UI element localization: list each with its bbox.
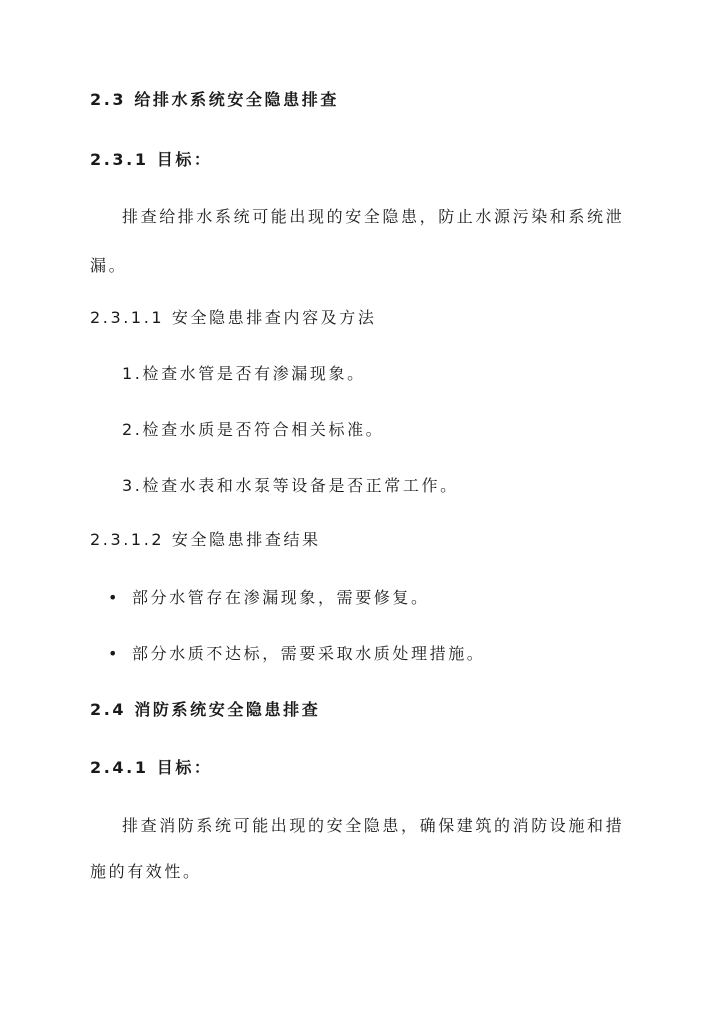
result-text-1: 部分水管存在渗漏现象，需要修复。	[132, 588, 430, 607]
bullet-icon: •	[108, 644, 118, 663]
item-heading-2-3-1-1: 2.3.1.1 安全隐患排查内容及方法	[90, 308, 377, 327]
subsection-heading-2-3-1: 2.3.1 目标：	[90, 150, 213, 169]
paragraph-2-4-1-line2: 施的有效性。	[90, 862, 202, 881]
result-bullet-item-1	[108, 588, 430, 608]
item-heading-2-3-1-2: 2.3.1.2 安全隐患排查结果	[90, 530, 321, 549]
section-heading-2-4: 2.4 消防系统安全隐患排查	[90, 700, 321, 719]
bullet-icon: •	[108, 588, 118, 607]
paragraph-2-3-1-line2: 漏。	[90, 256, 128, 275]
method-item-3: 3.检查水表和水泵等设备是否正常工作。	[122, 476, 459, 495]
method-item-2: 2.检查水质是否符合相关标准。	[122, 420, 385, 439]
paragraph-2-4-1-line1: 排查消防系统可能出现的安全隐患，确保建筑的消防设施和措	[122, 816, 625, 835]
paragraph-2-3-1-line1: 排查给排水系统可能出现的安全隐患，防止水源污染和系统泄	[122, 207, 625, 226]
method-item-1: 1.检查水管是否有渗漏现象。	[122, 364, 366, 383]
section-heading-2-3: 2.3 给排水系统安全隐患排查	[90, 90, 339, 109]
result-text-2: 部分水质不达标，需要采取水质处理措施。	[132, 644, 486, 663]
subsection-heading-2-4-1: 2.4.1 目标：	[90, 758, 213, 777]
result-bullet-item-2	[108, 644, 485, 664]
